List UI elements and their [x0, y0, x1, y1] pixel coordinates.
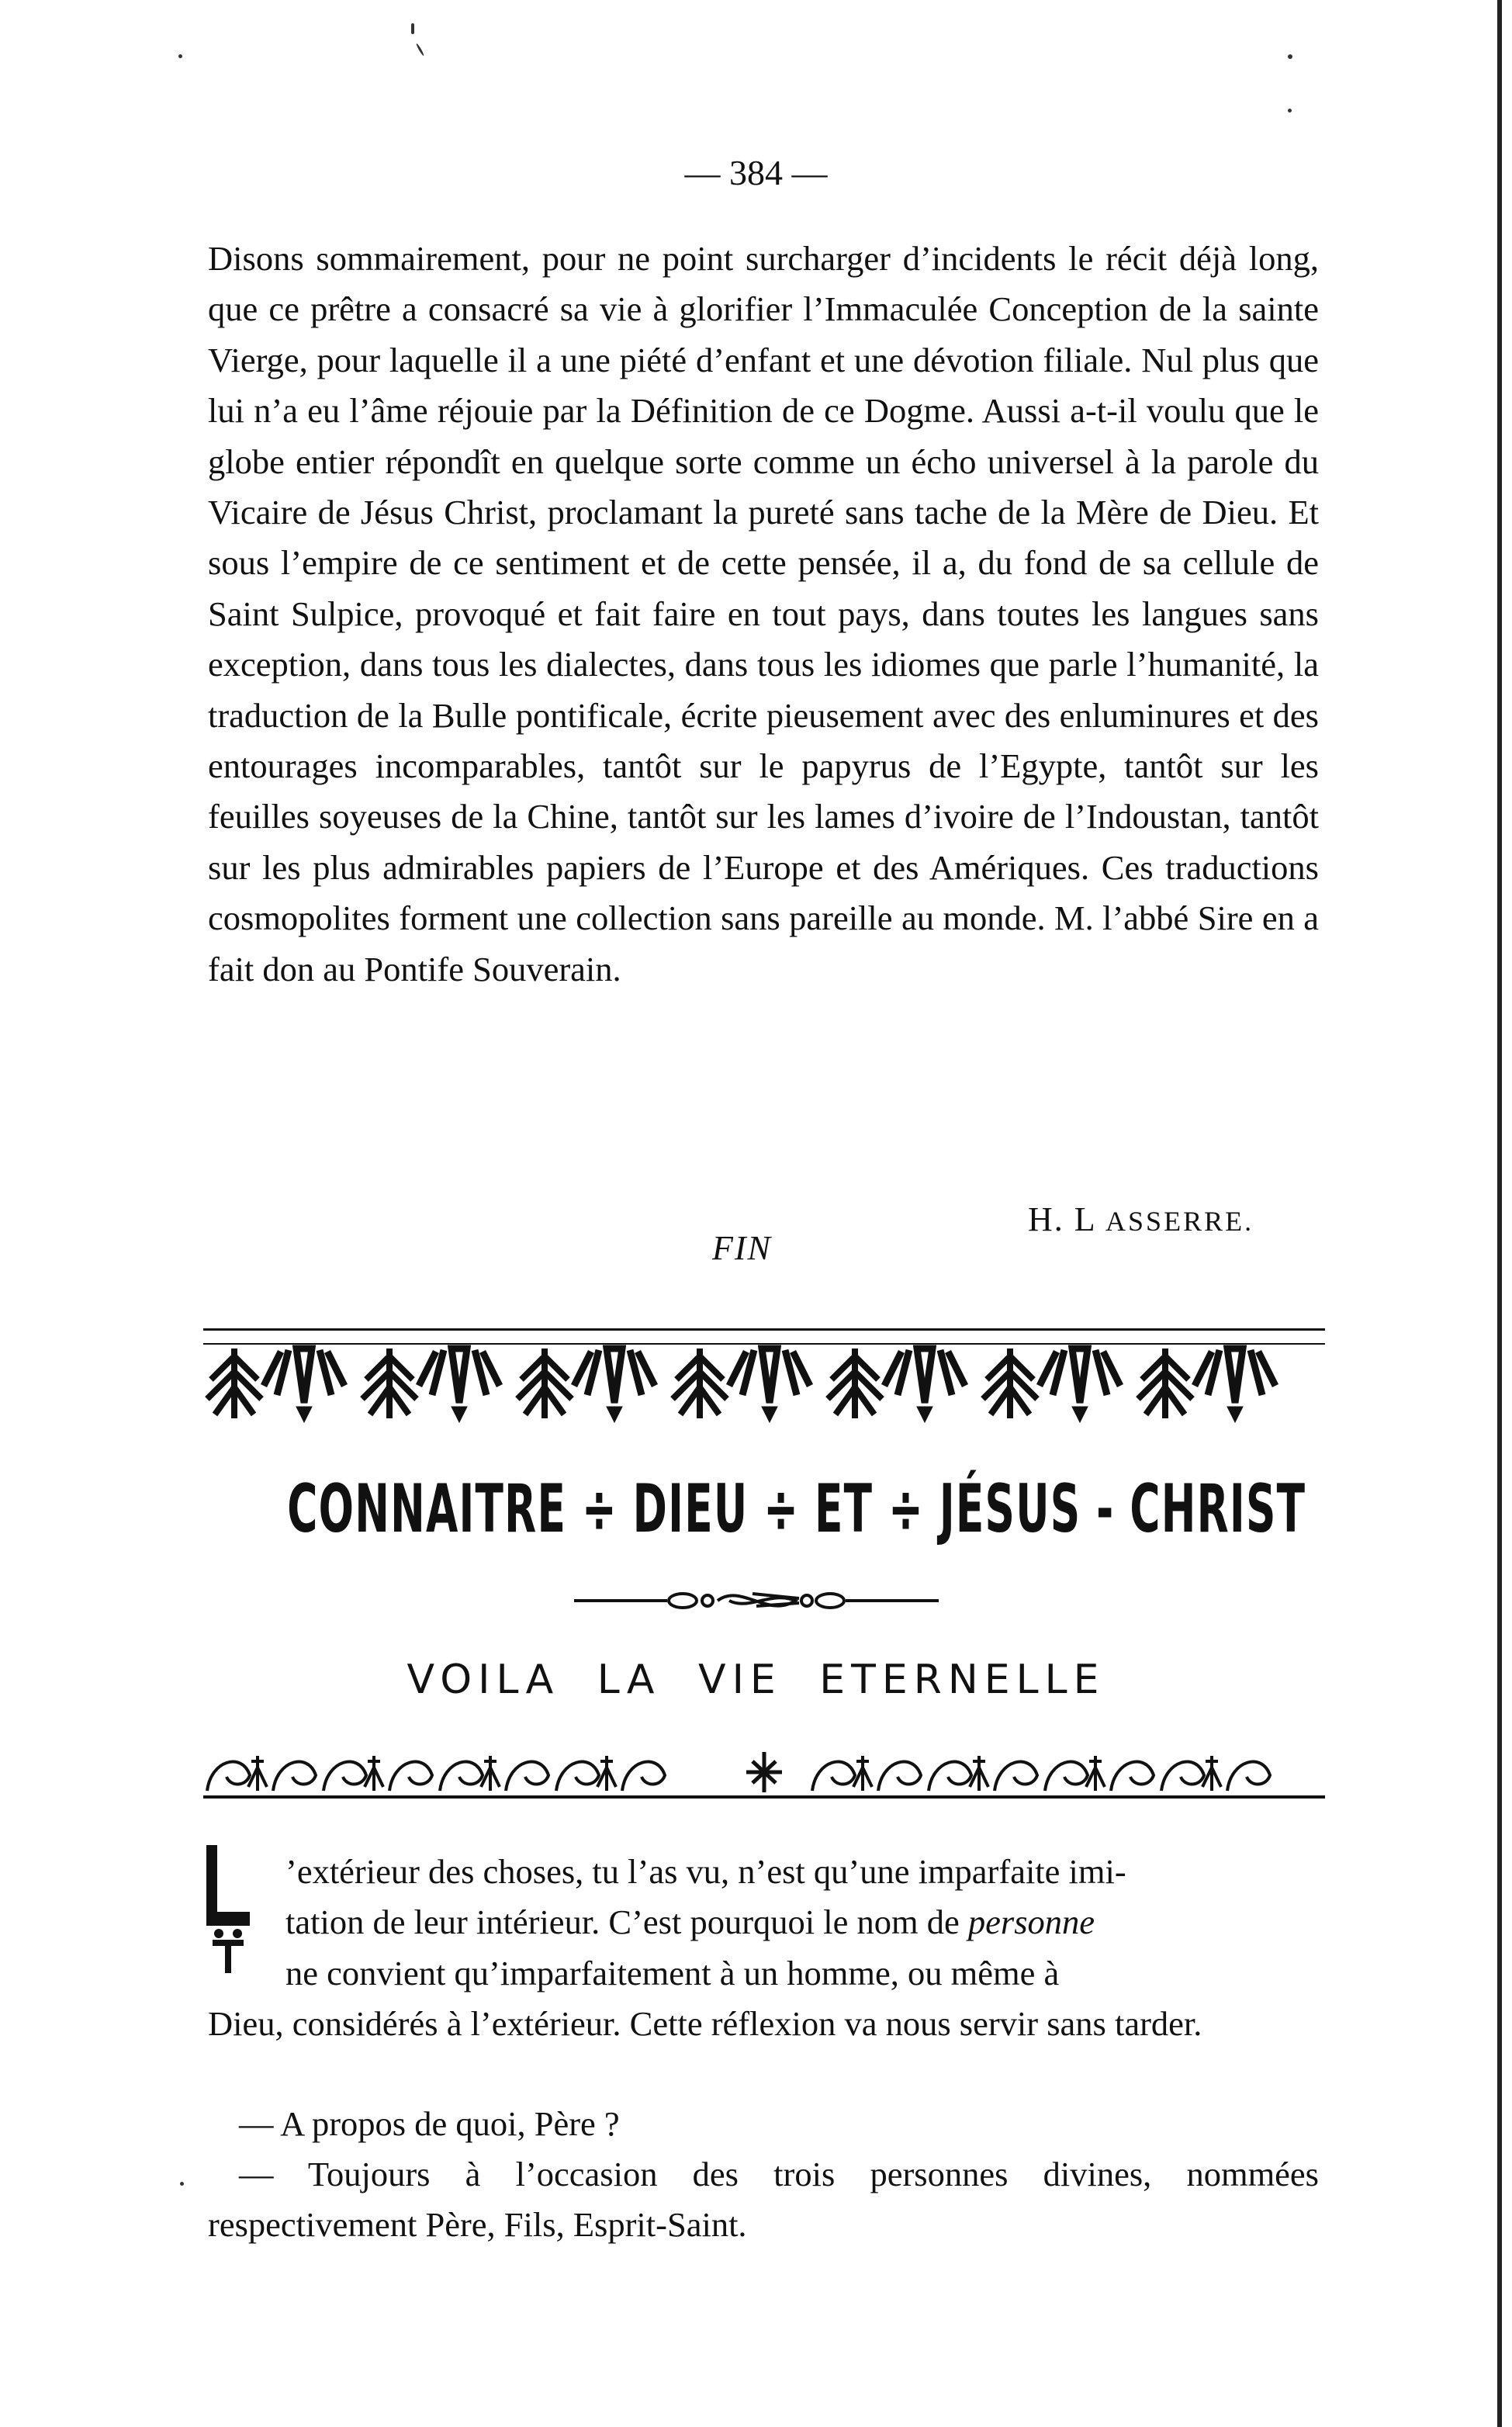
speck: [416, 43, 425, 56]
paragraph-text: Disons sommairement, pour ne point surcharger d’incidents le récit déjà long, que ce prêtre a consacré sa vie à glorifier l’Immaculée Conception de la sainte Vierge, pour laquelle il a une piété d’enfant et une dévotion filiale. Nul plus que lui n’a eu l’âme réjouie par la Définition de ce Dogme. Aussi a-t-il voulu que le globe entier répondît en quelque sorte comme un écho universel à la parole du Vicaire de Jésus Christ, proclamant la pureté sans tache de la Mère de Dieu. Et sous l’empire de ce sentiment et de cette pensée, il a, du fond de sa cellule de Saint Sulpice, provoqué et fait faire en tout pays, dans toutes les langues sans exception, dans tous les dialectes, dans tous les idiomes que parle l’humanité, la traduction de la Bulle pontificale, écrite pieusement avec des enluminures et des entourages incomparables, tantôt sur le papyrus de l’Egypte, tantôt sur les feuilles soyeuses de la Chine, tantôt sur les lames d’ivoire de l’Indoustan, tantôt sur les plus admirables papiers de l’Europe et des Amériques. Ces traductions cosmopolites forment une collection sans pareille au monde. M. l’abbé Sire en a fait don au Pontife Souverain.: [208, 239, 1319, 988]
emphasis: personne: [967, 1902, 1095, 1942]
signature: [1028, 1200, 1254, 1239]
end-marker: FIN: [712, 1229, 772, 1267]
swash-ornament: [574, 1583, 939, 1619]
speck: [411, 23, 414, 34]
section-heading: [287, 1470, 1306, 1548]
text-line: tation de leur intérieur. C’est pourquoi le nom de personne: [285, 1902, 1095, 1942]
heading-word: DIEU: [632, 1470, 749, 1548]
text-line: ne convient qu’imparfaitement à un homme, ou même à: [285, 1953, 1060, 1992]
dialogue-line: — Toujours à l’occasion des trois personnes divines, nommées respectivement Père, Fils, Esprit-Saint.: [208, 2155, 1319, 2245]
text-line: ’extérieur des choses, tu l’as vu, n’est qu’une imparfaite imi-: [285, 1852, 1126, 1891]
heading-word: ET: [814, 1470, 874, 1548]
page-edge: [1497, 0, 1502, 2427]
speck: [178, 54, 182, 58]
dialogue-line: — A propos de quoi, Père ?: [239, 2104, 620, 2143]
paragraph: [208, 234, 1319, 995]
division-sign-icon: ÷: [763, 1470, 800, 1548]
section-subheading: VOILA LA VIE ETERNELLE: [407, 1657, 1105, 1703]
palmette-ornament-band: [203, 1333, 1325, 1426]
heading-word: JÉSUS - CHRIST: [939, 1470, 1306, 1548]
speck: [1288, 109, 1292, 113]
divider-rule: [203, 1328, 1325, 1331]
division-sign-icon: ÷: [581, 1470, 618, 1548]
signature-surname: ASSERRE.: [1105, 1206, 1254, 1237]
signature-initial: H. L: [1028, 1200, 1096, 1238]
speck: [1288, 54, 1292, 59]
text-line: Dieu, considérés à l’extérieur. Cette réflexion va nous servir sans tarder.: [208, 2004, 1202, 2044]
heading-word: CONNAITRE: [287, 1470, 567, 1548]
paragraph-text: [208, 1847, 1319, 2050]
fleuron-ornament-band: [203, 1744, 1325, 1800]
page-number: — 384 —: [684, 153, 828, 192]
speck: [180, 2182, 184, 2186]
paragraph: [208, 1847, 1319, 2050]
division-sign-icon: ÷: [888, 1470, 925, 1548]
